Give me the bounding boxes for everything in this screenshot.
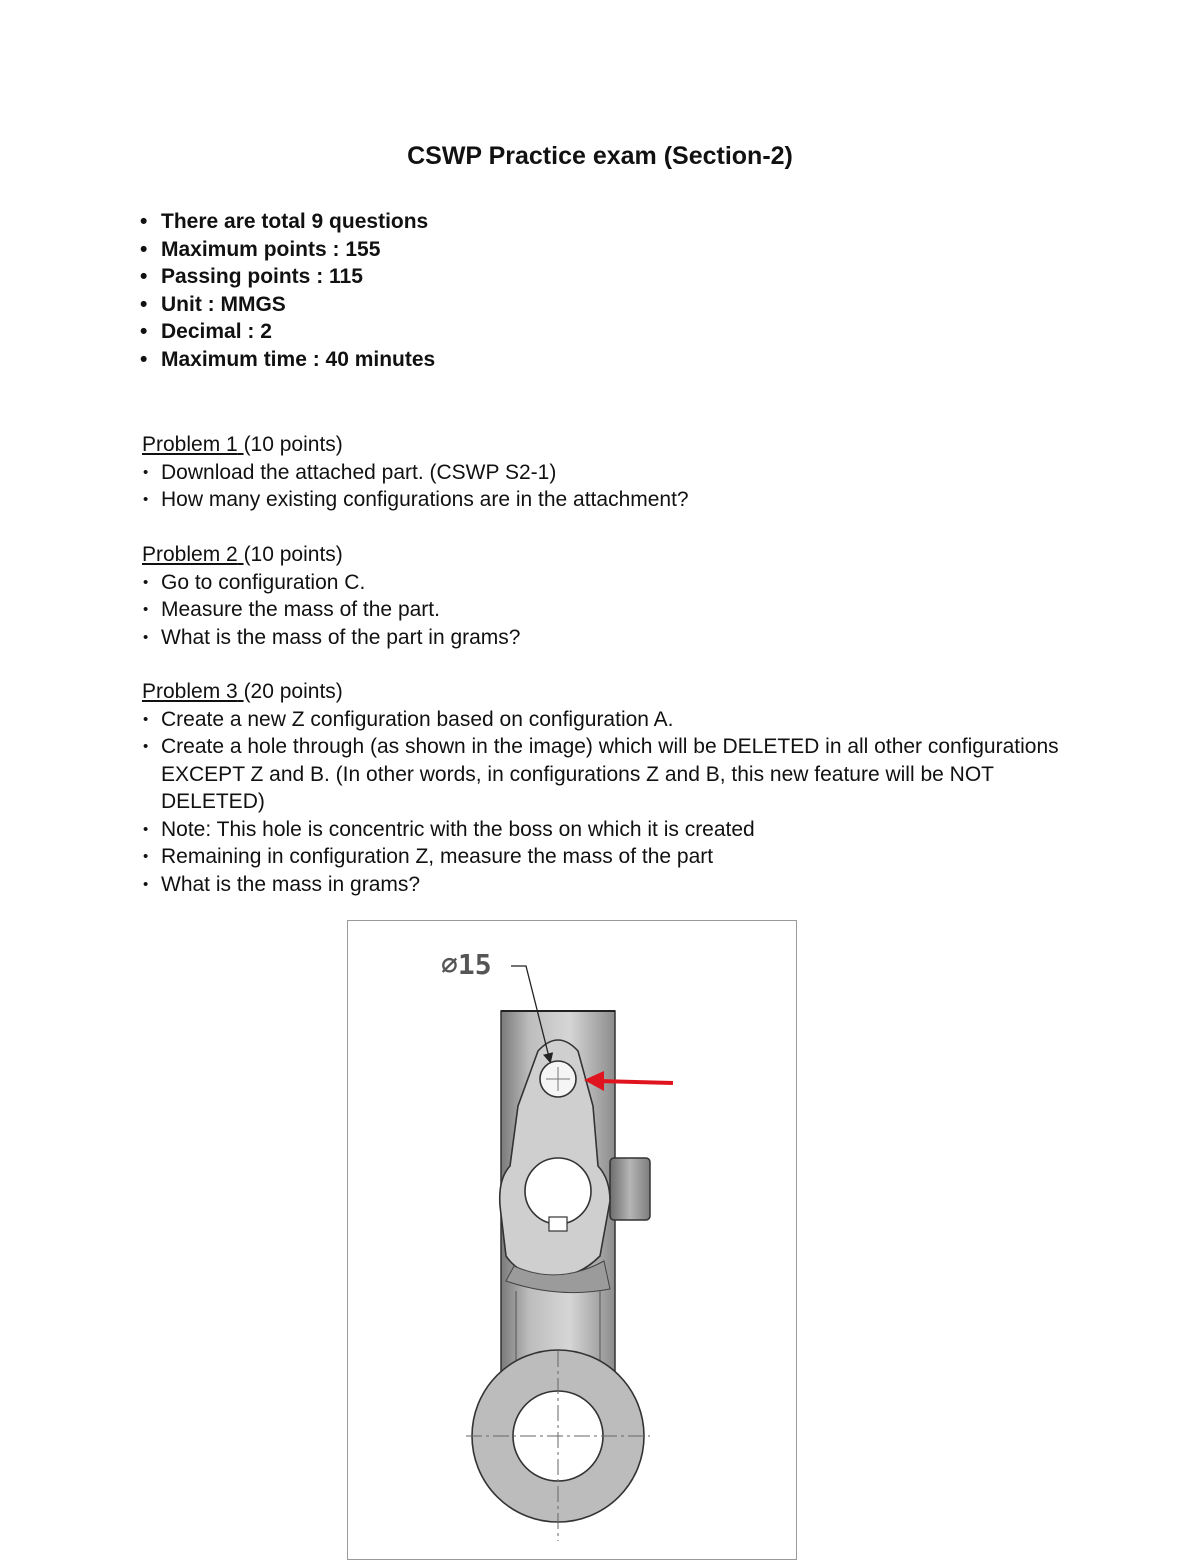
rule-item: • Maximum points : 155 [140, 236, 435, 264]
rule-item: • Maximum time : 40 minutes [140, 346, 435, 374]
problem-points: (20 points) [243, 680, 343, 703]
problem-name: Problem 1 [142, 433, 238, 456]
problem-step: • Measure the mass of the part. [142, 596, 520, 624]
problem-step: • Note: This hole is concentric with the boss on which it is created [142, 816, 1062, 844]
problem-name: Problem 2 [142, 543, 238, 566]
rule-item: • There are total 9 questions [140, 208, 435, 236]
rule-item: • Decimal : 2 [140, 318, 435, 346]
page-title: CSWP Practice exam (Section-2) [407, 142, 793, 170]
diameter-dimension-label [441, 948, 492, 981]
problem-heading [142, 541, 520, 569]
problem-step: • Download the attached part. (CSWP S2-1) [142, 459, 689, 487]
diameter-icon: ∅ [441, 948, 458, 981]
problem-2 [142, 541, 520, 651]
part-drawing-figure [347, 920, 797, 1560]
problem-name: Problem 3 [142, 680, 238, 703]
problem-step: • How many existing configurations are in the attachment? [142, 486, 689, 514]
problem-points: (10 points) [243, 433, 343, 456]
dimension-value: 15 [457, 948, 492, 981]
problem-step: • Go to configuration C. [142, 569, 520, 597]
side-boss [610, 1158, 650, 1220]
problem-step: • Create a hole through (as shown in the image) which will be DELETED in all other configurations EXCEPT Z and B. (In other words, in configurations Z and B, this new feature will be NOT DELETED) [142, 733, 1062, 816]
problem-points: (10 points) [243, 543, 343, 566]
problem-step: • Create a new Z configuration based on configuration A. [142, 706, 1062, 734]
problem-step: • What is the mass in grams? [142, 871, 1062, 899]
problem-heading [142, 431, 689, 459]
part-drawing [348, 921, 797, 1560]
pointer-arrow-shaft [598, 1081, 673, 1083]
problem-step: • Remaining in configuration Z, measure the mass of the part [142, 843, 1062, 871]
exam-rules-list [140, 208, 435, 373]
problem-heading [142, 678, 1062, 706]
rule-item: • Passing points : 115 [140, 263, 435, 291]
problem-3 [142, 678, 1062, 898]
rule-item: • Unit : MMGS [140, 291, 435, 319]
keyway [549, 1217, 567, 1231]
problem-step: • What is the mass of the part in grams? [142, 624, 520, 652]
keyed-bore [525, 1158, 591, 1224]
problem-1 [142, 431, 689, 514]
